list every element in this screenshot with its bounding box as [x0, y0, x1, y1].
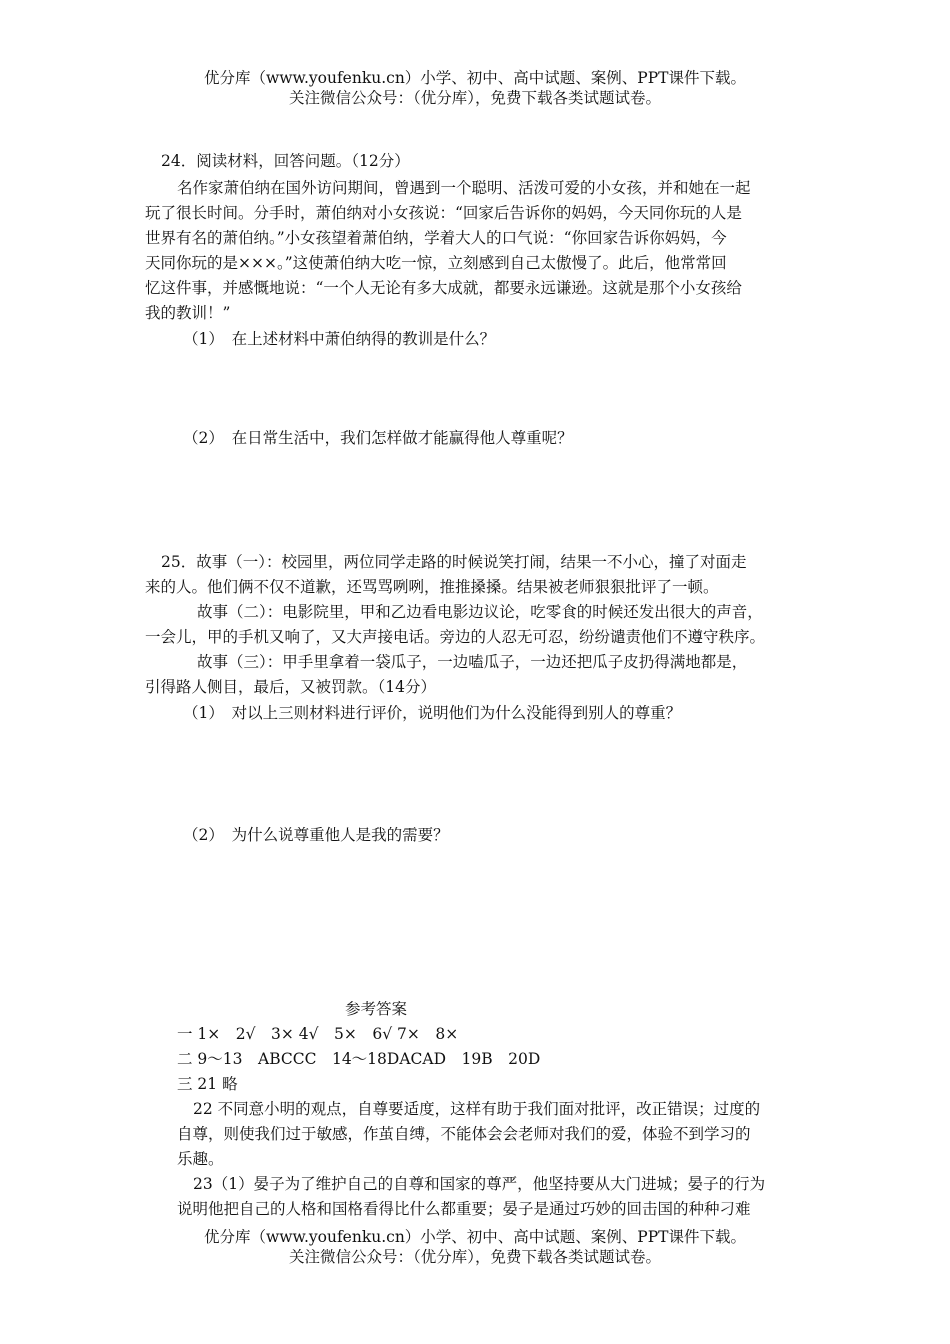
answer-line: 自尊，则使我们过于敏感，作茧自缚，不能体会会老师对我们的爱，体验不到学习的 — [177, 1125, 751, 1143]
q24-material-line: 我的教训！” — [145, 304, 231, 322]
q25-line: 故事（二）：电影院里，甲和乙边看电影边议论，吃零食的时候还发出很大的声音， — [197, 603, 763, 621]
q24-material-line: 玩了很长时间。分手时，萧伯纳对小女孩说：“回家后告诉你的妈妈，今天同你玩的人是 — [145, 204, 742, 222]
q25-line: 故事（三）：甲手里拿着一袋瓜子，一边嗑瓜子，一边还把瓜子皮扔得满地都是， — [197, 653, 748, 671]
q25-line: 来的人。他们俩不仅不道歉，还骂骂咧咧，推推搡搡。结果被老师狠狠批评了一顿。 — [145, 578, 719, 596]
q25-line: 一会儿，甲的手机又响了，又大声接电话。旁边的人忍无可忍，纷纷谴责他们不遵守秩序。 — [145, 628, 766, 646]
q25-sub-question-2: （2） 为什么说尊重他人是我的需要？ — [183, 826, 449, 844]
q24-title: 24．阅读材料，回答问题。（12分） — [161, 152, 410, 170]
answer-line: 一 1× 2√ 3× 4√ 5× 6√ 7× 8× — [177, 1025, 459, 1043]
answer-line: 说明他把自己的人格和国格看得比什么都重要；晏子是通过巧妙的回击国的种种刁难 — [177, 1200, 751, 1218]
answer-line: 23（1）晏子为了维护自己的自尊和国家的尊严，他坚持要从大门进城；晏子的行为 — [193, 1175, 766, 1193]
q24-material-line: 名作家萧伯纳在国外访问期间，曾遇到一个聪明、活泼可爱的小女孩，并和她在一起 — [177, 179, 751, 197]
answer-line: 二 9～13 ABCCC 14～18DACAD 19B 20D — [177, 1050, 541, 1068]
answers-title: 参考答案 — [345, 1000, 408, 1018]
answer-line: 22 不同意小明的观点，自尊要适度，这样有助于我们面对批评，改正错误；过度的 — [193, 1100, 761, 1118]
answer-line: 三 21 略 — [177, 1075, 238, 1093]
q24-material-line: 世界有名的萧伯纳。”小女孩望着萧伯纳，学着大人的口气说：“你回家告诉你妈妈，今 — [145, 229, 727, 247]
header-line-1: 优分库（www.youfenku.cn）小学、初中、高中试题、案例、PPT课件下载。 — [203, 69, 747, 87]
q24-sub-question-1: （1） 在上述材料中萧伯纳得的教训是什么？ — [183, 330, 496, 348]
q24-material-line: 忆这件事，并感慨地说：“一个人无论有多大成就，都要永远谦逊。这就是那个小女孩给 — [145, 279, 742, 297]
q24-sub-question-2: （2） 在日常生活中，我们怎样做才能赢得他人尊重呢？ — [183, 429, 573, 447]
q25-line: 引得路人侧目，最后，又被罚款。（14分） — [145, 678, 436, 696]
footer-line-1: 优分库（www.youfenku.cn）小学、初中、高中试题、案例、PPT课件下载。 — [203, 1228, 747, 1246]
q24-material-line: 天同你玩的是×××。”这使萧伯纳大吃一惊，立刻感到自己太傲慢了。此后，他常常回 — [145, 254, 727, 272]
answer-line: 乐趣。 — [177, 1150, 224, 1168]
q25-sub-question-1: （1） 对以上三则材料进行评价，说明他们为什么没能得到别人的尊重？ — [183, 704, 682, 722]
footer-line-2: 关注微信公众号：（优分库），免费下载各类试题试卷。 — [288, 1248, 661, 1266]
q25-line: 25．故事（一）：校园里，两位同学走路的时候说笑打闹，结果一不小心，撞了对面走 — [161, 553, 747, 571]
header-line-2: 关注微信公众号：（优分库），免费下载各类试题试卷。 — [288, 89, 661, 107]
